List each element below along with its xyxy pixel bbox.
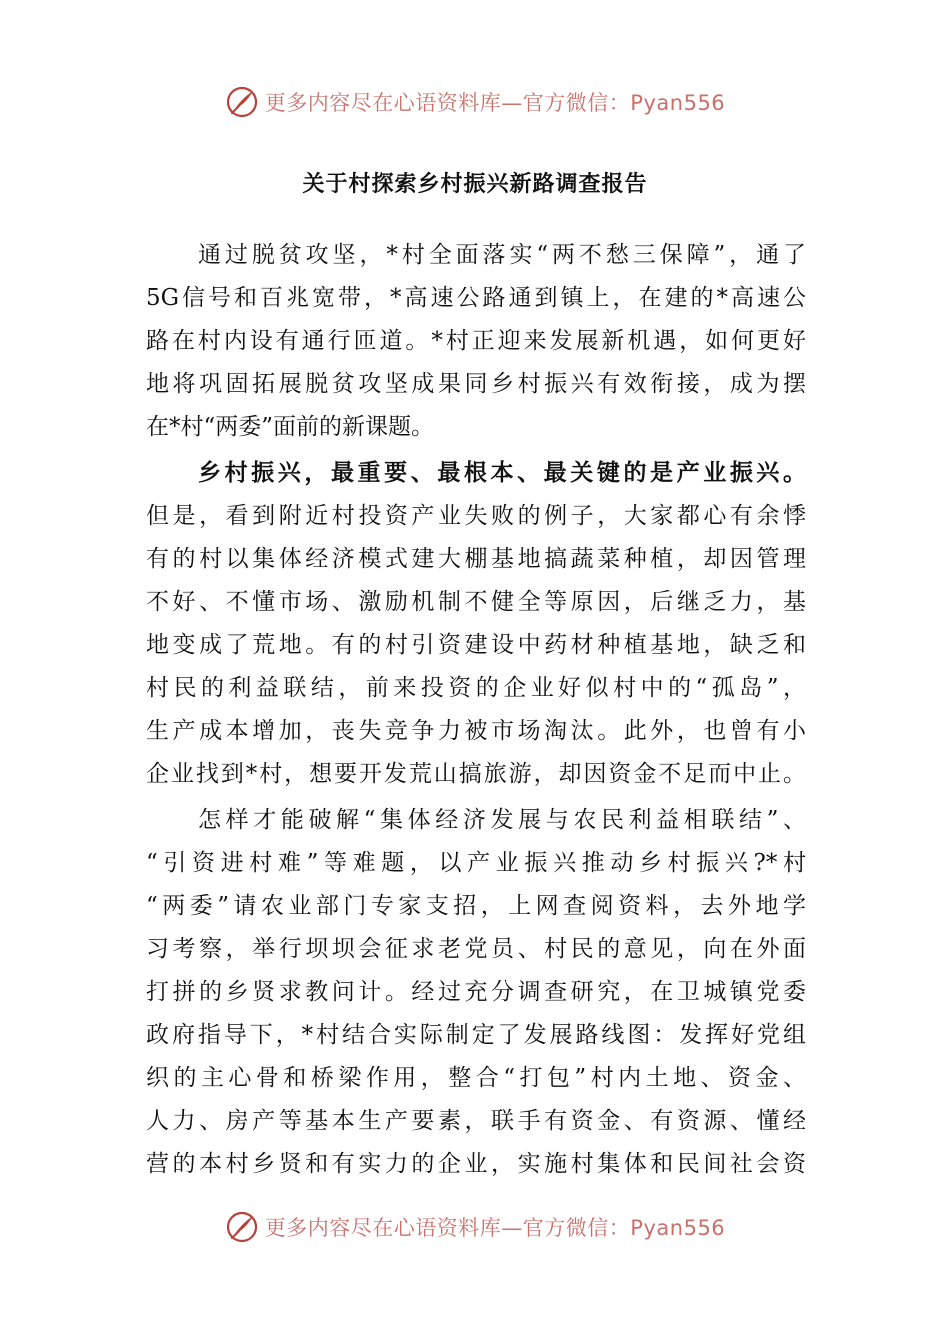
body-line-1: 通过脱贫攻坚，*村全面落实“两不愁三保障”，通了 xyxy=(198,242,806,268)
body-line-16: “两委”请农业部门专家支招，上网查阅资料，去外地学 xyxy=(146,893,806,919)
body-line-18: 打拼的乡贤求教问计。经过充分调查研究，在卫城镇党委 xyxy=(146,979,806,1005)
feather-pen-logo-icon xyxy=(225,1210,259,1244)
body-line-17: 习考察，举行坝坝会征求老党员、村民的意见，向在外面 xyxy=(146,936,806,962)
body-line-3: 路在村内设有通行匝道。*村正迎来发展新机遇，如何更好 xyxy=(146,328,806,354)
body-line-22: 营的本村乡贤和有实力的企业，实施村集体和民间社会资 xyxy=(146,1151,806,1177)
body-line-8: 有的村以集体经济模式建大棚基地搞蔬菜种植，却因管理 xyxy=(146,546,806,572)
body-line-5: 在*村“两委”面前的新课题。 xyxy=(146,414,435,440)
body-line-13: 企业找到*村，想要开发荒山搞旅游，却因资金不足而中止。 xyxy=(146,761,806,787)
header-watermark-banner xyxy=(0,82,950,122)
body-line-15: “引资进村难”等难题，以产业振兴推动乡村振兴?*村 xyxy=(146,850,806,876)
body-line-6-emphasis: 乡村振兴，最重要、最根本、最关键的是产业振兴。 xyxy=(198,460,806,486)
body-line-19: 政府指导下，*村结合实际制定了发展路线图：发挥好党组 xyxy=(146,1022,806,1048)
body-line-20: 织的主心骨和桥梁作用，整合“打包”村内土地、资金、 xyxy=(146,1065,806,1091)
body-line-7: 但是，看到附近村投资产业失败的例子，大家都心有余悸 xyxy=(146,503,806,529)
body-line-14: 怎样才能破解“集体经济发展与农民利益相联结”、 xyxy=(198,807,806,833)
body-line-12: 生产成本增加，丧失竞争力被市场淘汰。此外，也曾有小 xyxy=(146,718,806,744)
footer-watermark-text: 更多内容尽在心语资料库—官方微信：Pyan556 xyxy=(264,1216,726,1240)
footer-watermark-banner xyxy=(0,1207,950,1247)
body-line-11: 村民的利益联结，前来投资的企业好似村中的“孤岛”， xyxy=(146,675,806,701)
header-watermark-text: 更多内容尽在心语资料库—官方微信：Pyan556 xyxy=(264,91,726,115)
body-line-2: 5G信号和百兆宽带，*高速公路通到镇上，在建的*高速公 xyxy=(146,285,806,311)
body-line-4: 地将巩固拓展脱贫攻坚成果同乡村振兴有效衔接，成为摆 xyxy=(146,371,806,397)
body-line-9: 不好、不懂市场、激励机制不健全等原因，后继乏力，基 xyxy=(146,589,806,615)
body-line-21: 人力、房产等基本生产要素，联手有资金、有资源、懂经 xyxy=(146,1108,806,1134)
document-title: 关于村探索乡村振兴新路调查报告 xyxy=(302,172,648,197)
body-line-10: 地变成了荒地。有的村引资建设中药材种植基地，缺乏和 xyxy=(146,632,806,658)
feather-pen-logo-icon xyxy=(225,85,259,119)
